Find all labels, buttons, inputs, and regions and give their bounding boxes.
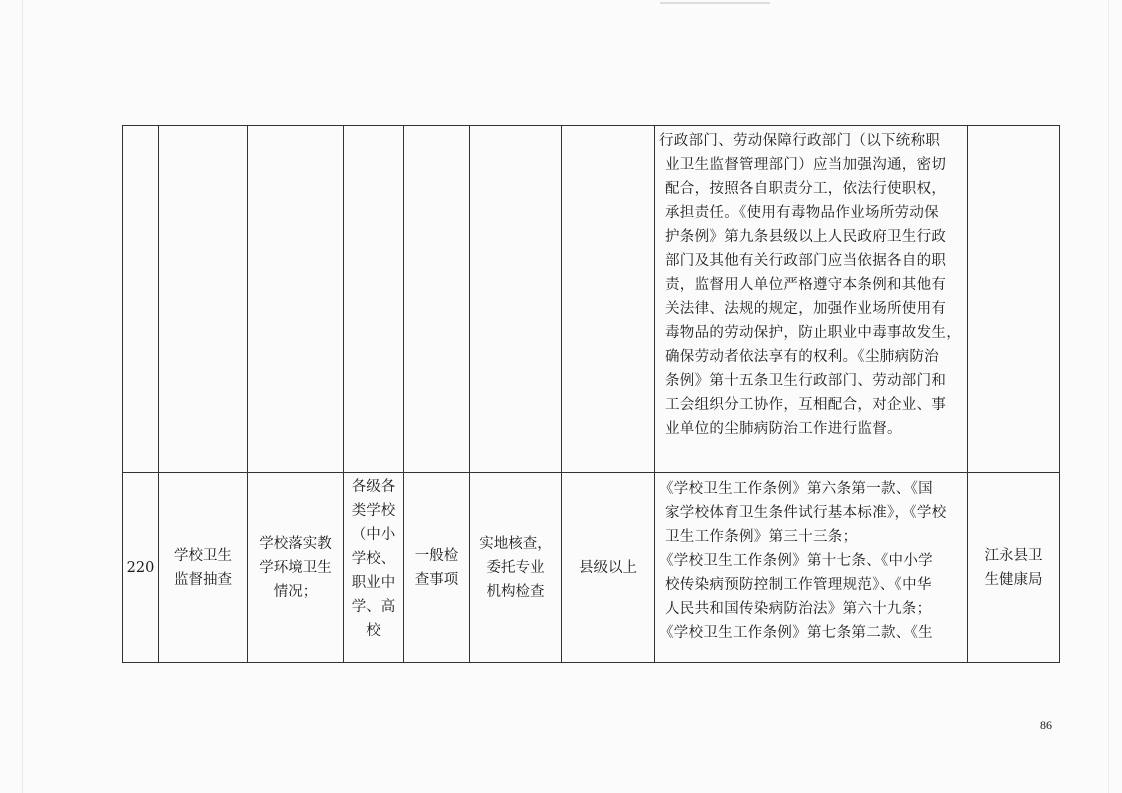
inspection-table: [122, 125, 1060, 663]
scan-right-edge: [1108, 0, 1109, 793]
basis-line: 责，监督用人单位严格遵守本条例和其他有: [665, 277, 947, 293]
object-line: （中小: [351, 527, 396, 543]
basis-line: 卫生工作条例》第三十三条；: [665, 529, 858, 545]
basis-line: 关法律、法规的规定，加强作业场所使用有: [665, 301, 947, 317]
cell-type: [404, 473, 470, 663]
content-line: 情况；: [273, 583, 318, 600]
basis-line: 《学校卫生工作条例》第十七条、《中小学: [659, 553, 933, 569]
basis-line: 工会组织分工协作，互相配合，对企业、事: [665, 397, 947, 413]
cell-method: [470, 473, 562, 663]
item-line: 学校卫生: [174, 547, 232, 564]
cell-object: [344, 473, 404, 663]
cell-content: [248, 473, 344, 663]
basis-line: 承担责任。《使用有毒物品作业场所劳动保: [665, 205, 939, 221]
object-line: 校: [366, 623, 381, 639]
cell-method-empty: [470, 126, 562, 473]
cell-level-empty: [562, 126, 655, 473]
method-line: 机构检查: [486, 583, 545, 600]
scan-left-edge: [22, 0, 23, 793]
table-row-220: [123, 473, 1060, 663]
basis-line: 校传染病预防控制工作管理规范》、《中华: [665, 577, 932, 593]
type-line: 查事项: [414, 571, 459, 588]
basis-line: 部门及其他有关行政部门应当依据各自的职: [665, 253, 947, 269]
basis-line: 配合，按照各自职责分工，依法行使职权，: [665, 181, 947, 197]
basis-line: 护条例》第九条县级以上人民政府卫生行政: [665, 229, 947, 245]
basis-line: 业卫生监督管理部门）应当加强沟通，密切: [665, 157, 947, 173]
dept-line: 江永县卫: [984, 547, 1043, 564]
object-line: 各级各: [351, 479, 396, 495]
cell-dept: [968, 473, 1060, 663]
content-line: 学环境卫生: [259, 559, 332, 576]
scan-top-mark: [660, 2, 770, 4]
cell-object-empty: [344, 126, 404, 473]
cell-item: [159, 473, 248, 663]
cell-basis: [655, 473, 968, 663]
basis-line: 毒物品的劳动保护，防止职业中毒事故发生，: [665, 325, 961, 341]
basis-line: 业单位的尘肺病防治工作进行监督。: [665, 421, 902, 437]
cell-type-empty: [404, 126, 470, 473]
type-line: 一般检: [414, 547, 459, 564]
method-line: 实地核查，: [479, 535, 552, 552]
cell-number-empty: [123, 126, 159, 473]
content-line: 学校落实教: [259, 535, 332, 552]
cell-item-empty: [159, 126, 248, 473]
cell-content-empty: [248, 126, 344, 473]
object-line: 职业中: [351, 575, 396, 591]
cell-level: 县级以上: [562, 473, 655, 663]
object-line: 学校、: [351, 551, 396, 567]
object-line: 类学校: [351, 503, 396, 519]
basis-line: 条例》第十五条卫生行政部门、劳动部门和: [665, 373, 947, 389]
table-row-continuation: [123, 126, 1060, 473]
basis-line: 家学校体育卫生条件试行基本标准》，《学校: [665, 505, 947, 521]
basis-line: 人民共和国传染病防治法》第六十九条；: [665, 601, 932, 617]
method-line: 委托专业: [486, 559, 545, 576]
page-number: 86: [1040, 718, 1052, 732]
basis-line: 行政部门、劳动保障行政部门（以下统称职: [659, 133, 941, 149]
basis-line: 确保劳动者依法享有的权利。《尘肺病防治: [665, 349, 939, 365]
cell-number: 220: [123, 473, 159, 663]
item-line: 监督抽查: [174, 571, 232, 588]
cell-dept-empty: [968, 126, 1060, 473]
basis-line: 《学校卫生工作条例》第六条第一款、《国: [659, 481, 933, 497]
cell-basis-continuation: [655, 126, 968, 473]
dept-line: 生健康局: [984, 571, 1043, 588]
object-line: 学、高: [351, 599, 396, 615]
basis-line: 《学校卫生工作条例》第七条第二款、《生: [659, 625, 933, 641]
